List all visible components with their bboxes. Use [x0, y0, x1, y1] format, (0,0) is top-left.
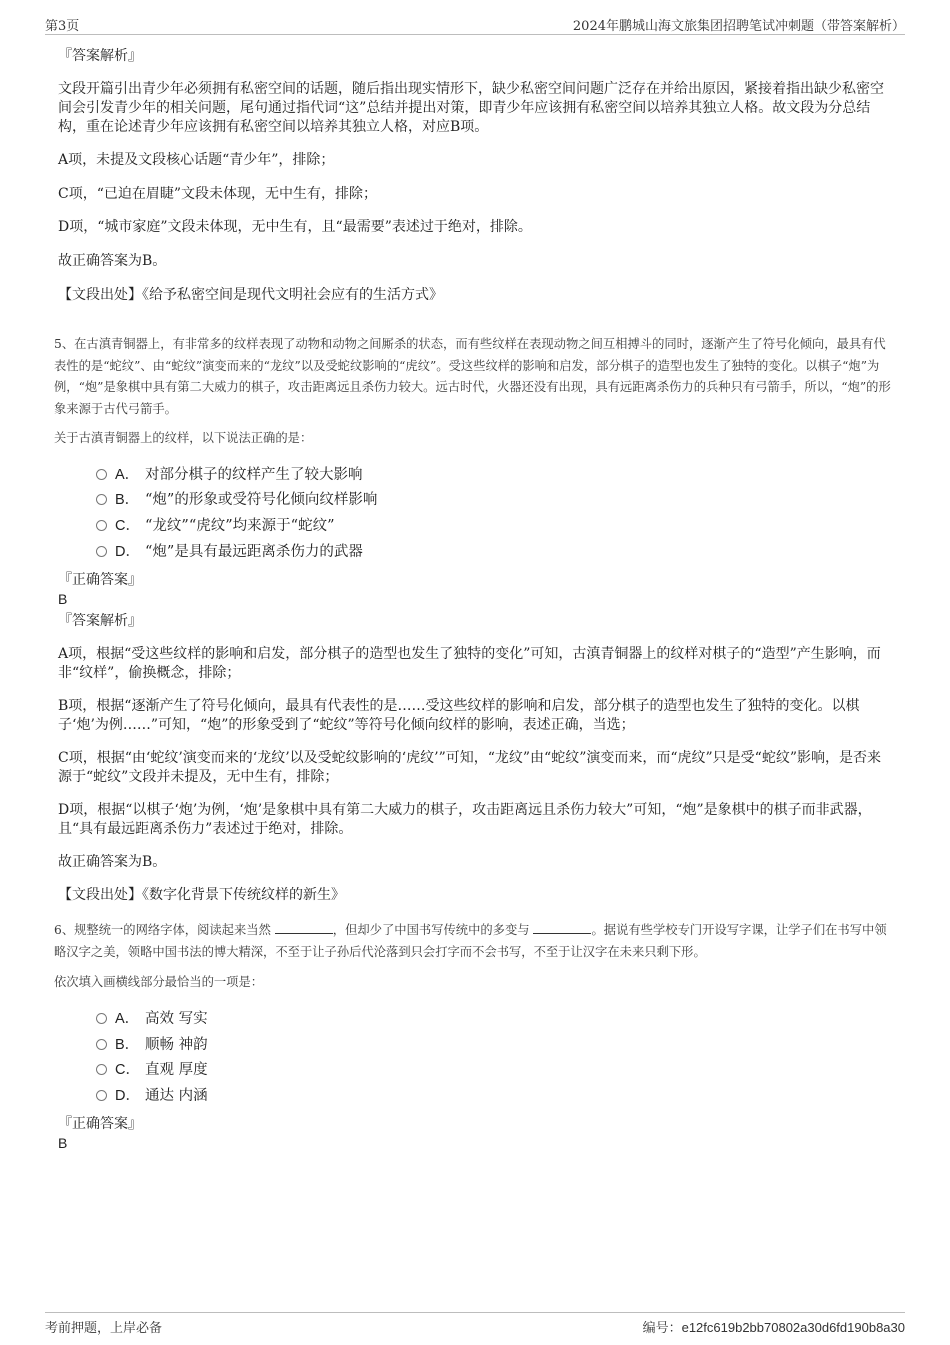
question-6-prompt: 依次填入画横线部分最恰当的一项是： [54, 975, 264, 989]
analysis-option-c: C项，“已迫在眉睫”文段未体现，无中生有，排除； [58, 186, 378, 202]
question-5-stem: 5、在古滇青铜器上，有非常多的纹样表现了动物和动物之间厮杀的状态，而有些纹样在表现动物之间互相搏斗的同时，逐渐产生了符号化倾向，最具有代表性的是“蛇纹”、由“蛇纹”演变而来的“龙纹”以及受蛇纹影响的“虎纹”。受这些纹样的影响和启发，部分棋子的造型也发生了独特的变化。以棋子“炮”为例，“炮”是象棋中具有第二大威力的棋子，攻击距离远且杀伤力较大。远古时代，火器还没有出现，具有远距离杀伤力的兵种只有弓箭手，所以，“炮”的形象来源于古代弓箭手。 [54, 337, 891, 416]
question-6-stem [54, 920, 896, 963]
correct-answer: B [58, 1135, 68, 1151]
analysis-option-b: B项，根据“逐渐产生了符号化倾向，最具有代表性的是……受这些纹样的影响和启发，部分棋子的造型也发生了独特的变化。以棋子‘炮’为例……”可知，“炮”的形象受到了“蛇纹”等符号化倾向纹样的影响，表述正确，当选； [58, 698, 860, 733]
question-6-option-b[interactable] [96, 1035, 208, 1055]
analysis-label: 『答案解析』 [58, 48, 142, 64]
option-letter: D． [115, 544, 140, 560]
conclusion: 故正确答案为B。 [58, 854, 167, 870]
analysis-option-d: D项，“城市家庭”文段未体现，无中生有，且“最需要”表述过于绝对，排除。 [58, 219, 532, 235]
radio-icon[interactable] [96, 546, 107, 557]
question-5-prompt: 关于古滇青铜器上的纹样，以下说法正确的是： [54, 431, 313, 445]
conclusion: 故正确答案为B。 [58, 253, 167, 269]
analysis-option-a: A项，未提及文段核心话题“青少年”，排除； [58, 152, 335, 168]
radio-icon[interactable] [96, 1039, 107, 1050]
page-number: 第3页 [45, 19, 80, 34]
option-letter: B． [115, 492, 140, 508]
question-5-option-c[interactable] [96, 516, 334, 536]
option-text: “炮”是具有最远距离杀伤力的武器 [145, 544, 363, 560]
analysis-option-a: A项，根据“受这些纹样的影响和启发，部分棋子的造型也发生了独特的变化”可知，古滇青铜器上的纹样对棋子的“造型”产生影响，而非“纹样”，偷换概念，排除； [58, 646, 881, 681]
option-text: 直观 厚度 [145, 1062, 208, 1078]
correct-answer: B [58, 591, 68, 607]
question-6-option-a[interactable] [96, 1009, 208, 1029]
question-6-option-d[interactable] [96, 1086, 208, 1106]
correct-answer-label: 『正确答案』 [58, 572, 142, 588]
option-text: 顺畅 神韵 [145, 1037, 208, 1053]
fill-blank-2 [533, 922, 591, 934]
option-text: 高效 写实 [145, 1011, 208, 1027]
question-5-option-d[interactable] [96, 542, 363, 562]
radio-icon[interactable] [96, 494, 107, 505]
radio-icon[interactable] [96, 1013, 107, 1024]
code-value: e12fc619b2bb70802a30d6fd190b8a30 [681, 1320, 905, 1335]
radio-icon[interactable] [96, 1064, 107, 1075]
radio-icon[interactable] [96, 520, 107, 531]
question-5-option-b[interactable] [96, 490, 377, 510]
option-letter: C． [115, 518, 140, 534]
analysis-label: 『答案解析』 [58, 613, 142, 629]
option-text: “炮”的形象或受符号化倾向纹样影响 [145, 492, 378, 508]
fill-blank-1 [275, 922, 333, 934]
footer-slogan: 考前押题，上岸必备 [45, 1321, 163, 1336]
analysis-option-c: C项，根据“由‘蛇纹’演变而来的‘龙纹’以及受蛇纹影响的‘虎纹’”可知，“龙纹”由“蛇纹”演变而来，而“虎纹”只是受“蛇纹”影响，是否来源于“蛇纹”文段并未提及，无中生有，排除； [58, 750, 881, 785]
option-text: 通达 内涵 [145, 1088, 208, 1104]
stem-part-2: ，但却少了中国书写传统中的多变与 [332, 923, 530, 937]
passage-source: 【文段出处】《数字化背景下传统纹样的新生》 [58, 887, 345, 903]
option-letter: D． [115, 1088, 140, 1104]
option-letter: B． [115, 1037, 140, 1053]
document-code [643, 1317, 905, 1336]
option-text: 对部分棋子的纹样产生了较大影响 [145, 467, 363, 483]
analysis-option-d: D项，根据“以棋子‘炮’为例，‘炮’是象棋中具有第二大威力的棋子，攻击距离远且杀伤力较大”可知，“炮”是象棋中的棋子而非武器，且“具有最远距离杀伤力”表述过于绝对，排除。 [58, 802, 872, 837]
radio-icon[interactable] [96, 1090, 107, 1101]
code-label: 编号： [642, 1321, 682, 1336]
question-5-option-a[interactable] [96, 465, 363, 485]
page-header [45, 14, 905, 35]
option-letter: A． [115, 1011, 140, 1027]
option-letter: A． [115, 467, 140, 483]
page-footer [45, 1312, 905, 1335]
option-letter: C． [115, 1062, 140, 1078]
radio-icon[interactable] [96, 469, 107, 480]
stem-part-1: 6、规整统一的网络字体，阅读起来当然 [54, 923, 271, 937]
correct-answer-label: 『正确答案』 [58, 1116, 142, 1132]
passage-source: 【文段出处】《给予私密空间是现代文明社会应有的生活方式》 [58, 287, 443, 303]
stem-part-3: 。据说有些学校专门开设写字课，让学子们在书写中领略汉字之美，领略中国书法的博大精深，不至于让子孙后代沦落到只会打字而不会书写，不至于让汉字在未来只剩下形。 [54, 923, 887, 959]
question-6-option-c[interactable] [96, 1060, 208, 1080]
analysis-intro: 文段开篇引出青少年必须拥有私密空间的话题，随后指出现实情形下，缺少私密空间问题广泛存在并给出原因，紧接着指出缺少私密空间会引发青少年的相关问题，尾句通过指代词“这”总结并提出对策，即青少年应该拥有私密空间以培养其独立人格。故文段为分总结构，重在论述青少年应该拥有私密空间以培养其独立人格，对应B项。 [58, 81, 884, 135]
document-title: 2024年鹏城山海文旅集团招聘笔试冲刺题（带答案解析） [572, 19, 905, 34]
option-text: “龙纹”“虎纹”均来源于“蛇纹” [145, 518, 335, 534]
